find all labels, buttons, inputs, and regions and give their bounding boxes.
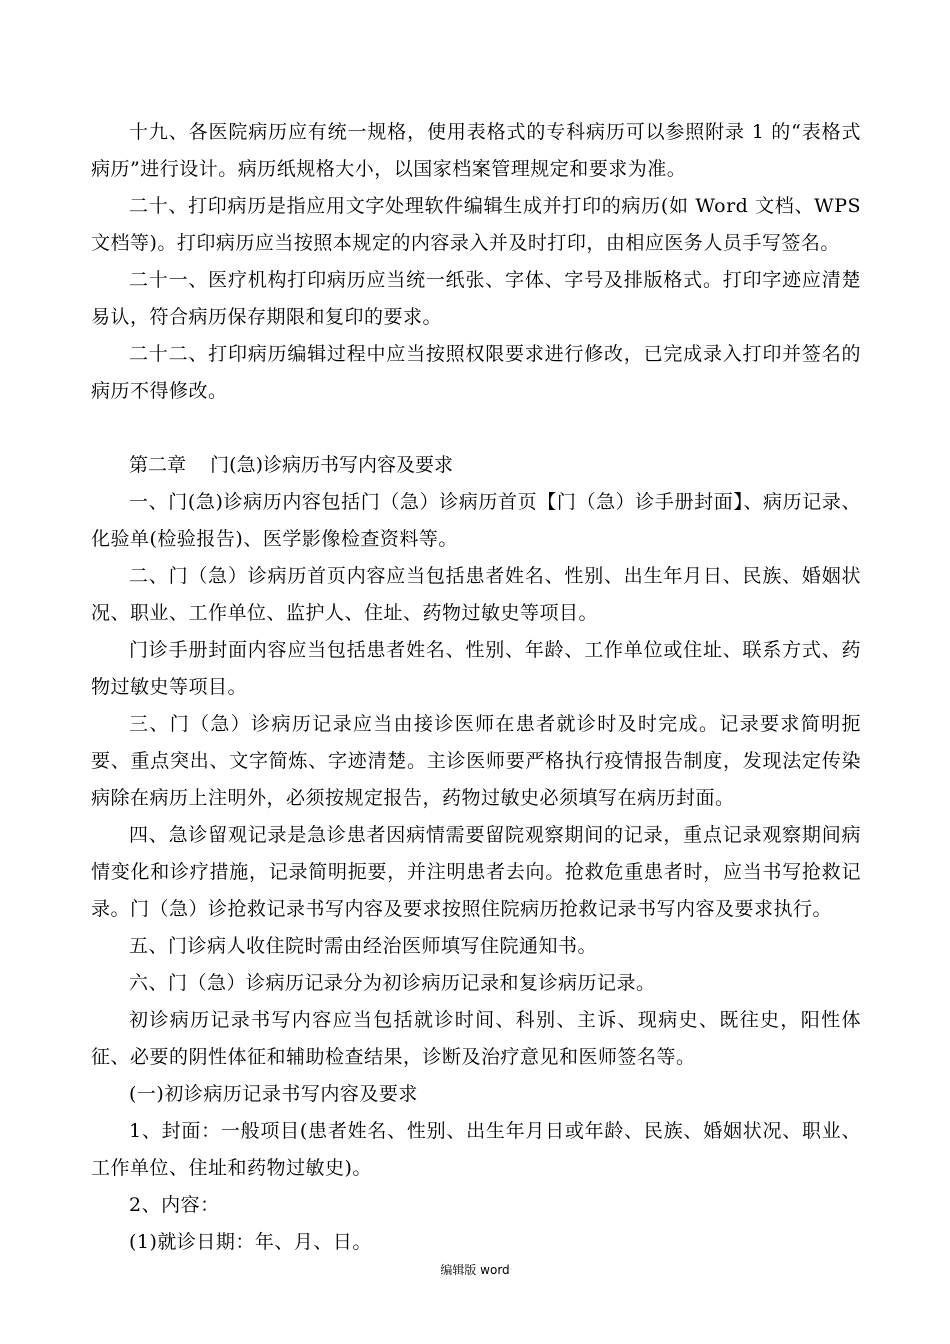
chapter-title: 第二章 门(急)诊病历书写内容及要求 (129, 454, 453, 476)
document-body (91, 114, 861, 1261)
chapter-paragraph: 六、门（急）诊病历记录分为初诊病历记录和复诊病历记录。 (129, 972, 656, 994)
chapter-paragraph: 一、门(急)诊病历内容包括门（急）诊病历首页【门（急）诊手册封面】、病历记录、化验单(检验报告)、医学影像检查资料等。 (91, 491, 861, 550)
chapter-paragraph: 2、内容： (129, 1194, 220, 1216)
chapter-paragraph: 1、封面：一般项目(患者姓名、性别、出生年月日或年龄、民族、婚姻状况、职业、工作单位、住址和药物过敏史)。 (91, 1120, 861, 1179)
chapter-paragraph: (1)就诊日期：年、月、日。 (129, 1231, 372, 1253)
chapter-paragraph: 门诊手册封面内容应当包括患者姓名、性别、年龄、工作单位或住址、联系方式、药物过敏史等项目。 (91, 639, 861, 698)
chapter-paragraph: 四、急诊留观记录是急诊患者因病情需要留院观察期间的记录，重点记录观察期间病情变化和诊疗措施，记录简明扼要，并注明患者去向。抢救危重患者时，应当书写抢救记录。门（急）诊抢救记录书写内容及要求按照住院病历抢救记录书写内容及要求执行。 (91, 824, 861, 920)
paragraph-20: 二十、打印病历是指应用文字处理软件编辑生成并打印的病历(如 Word 文档、WPS 文档等)。打印病历应当按照本规定的内容录入并及时打印，由相应医务人员手写签名。 (91, 195, 861, 254)
paragraph-22: 二十二、打印病历编辑过程中应当按照权限要求进行修改，已完成录入打印并签名的病历不得修改。 (91, 343, 861, 402)
chapter-paragraph: 初诊病历记录书写内容应当包括就诊时间、科别、主诉、现病史、既往史，阳性体征、必要的阴性体征和辅助检查结果，诊断及治疗意见和医师签名等。 (91, 1009, 861, 1068)
subsection-heading: (一)初诊病历记录书写内容及要求 (129, 1083, 418, 1105)
page-footer: 编辑版 word (440, 1263, 510, 1277)
paragraph-19: 十九、各医院病历应有统一规格，使用表格式的专科病历可以参照附录 1 的“表格式病历”进行设计。病历纸规格大小，以国家档案管理规定和要求为准。 (91, 121, 861, 180)
chapter-paragraph: 二、门（急）诊病历首页内容应当包括患者姓名、性别、出生年月日、民族、婚姻状况、职业、工作单位、监护人、住址、药物过敏史等项目。 (91, 565, 861, 624)
paragraph-21: 二十一、医疗机构打印病历应当统一纸张、字体、字号及排版格式。打印字迹应清楚易认，符合病历保存期限和复印的要求。 (91, 269, 861, 328)
chapter-paragraph: 五、门诊病人收住院时需由经治医师填写住院通知书。 (129, 935, 598, 957)
section-gap (91, 410, 861, 447)
chapter-paragraph: 三、门（急）诊病历记录应当由接诊医师在患者就诊时及时完成。记录要求简明扼要、重点突出、文字简炼、字迹清楚。主诊医师要严格执行疫情报告制度，发现法定传染病除在病历上注明外，必须按规定报告，药物过敏史必须填写在病历封面。 (91, 713, 861, 809)
